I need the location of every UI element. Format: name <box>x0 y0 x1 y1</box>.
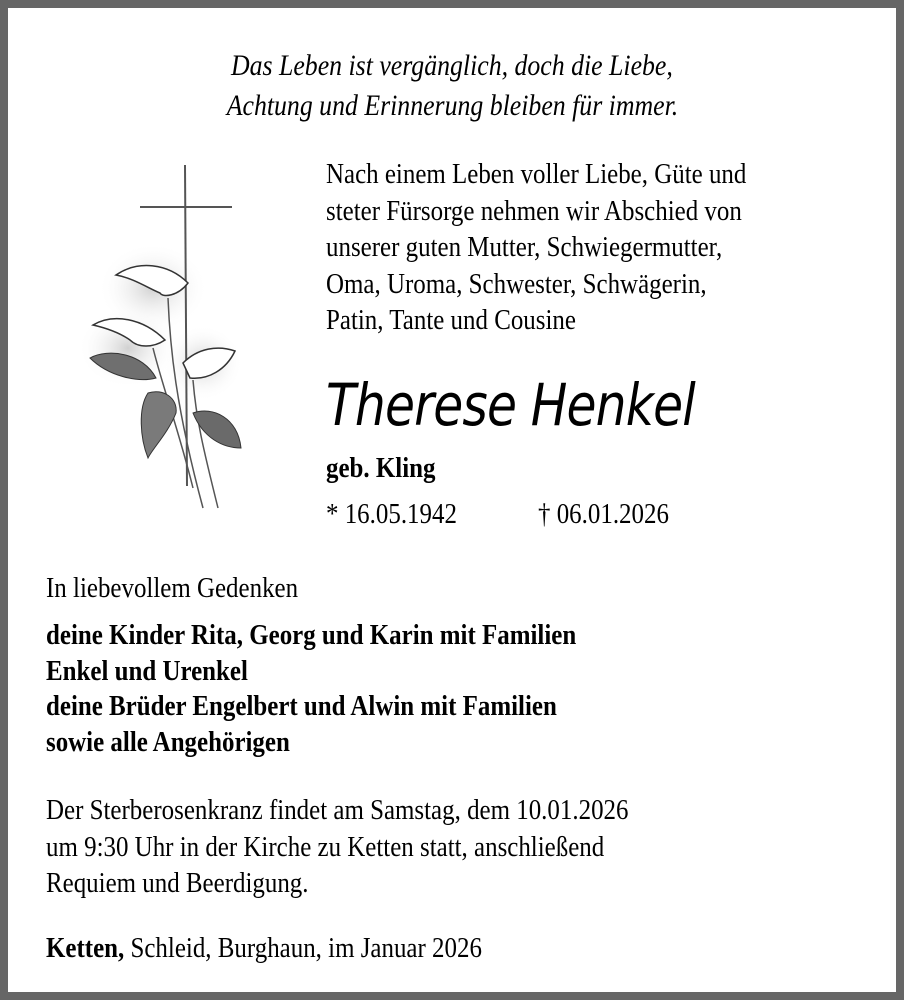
mourner-line: deine Kinder Rita, Georg und Karin mit Familien <box>46 619 577 651</box>
mourners-list <box>46 618 663 760</box>
service-line: Requiem und Beerdigung. <box>46 867 309 899</box>
maiden-name: geb. Kling <box>326 452 436 484</box>
closing-place: Ketten, <box>46 932 125 964</box>
service-line: um 9:30 Uhr in der Kirche zu Ketten statt, anschließend <box>46 830 605 863</box>
life-dates <box>326 496 669 532</box>
intro-line: Nach einem Leben voller Liebe, Güte und <box>326 158 747 190</box>
obituary-card <box>8 8 896 992</box>
mourner-line: sowie alle Angehörigen <box>46 725 290 758</box>
closing-rest: Schleid, Burghaun, im Januar 2026 <box>124 932 482 964</box>
mourner-line: deine Brüder Engelbert und Alwin mit Familien <box>46 690 557 722</box>
cross-with-calla-lilies-icon <box>68 148 328 548</box>
intro-line: Patin, Tante und Cousine <box>326 304 576 336</box>
mourner-line: Enkel und Urenkel <box>46 654 248 687</box>
motto-line: Das Leben ist vergänglich, doch die Liebe, <box>231 49 673 82</box>
service-line: Der Sterberosenkranz findet am Samstag, dem 10.01.2026 <box>46 794 629 826</box>
intro-line: Oma, Uroma, Schwester, Schwägerin, <box>326 267 707 300</box>
birth-date: * 16.05.1942 <box>326 498 457 530</box>
service-info <box>46 792 723 902</box>
motto-line: Achtung und Erinnerung bleiben für immer. <box>226 89 678 122</box>
closing-line <box>46 930 553 966</box>
intro-line: unserer guten Mutter, Schwiegermutter, <box>326 231 723 263</box>
deceased-name: Therese Henkel <box>326 371 695 439</box>
intro-line: steter Fürsorge nehmen wir Abschied von <box>326 194 742 227</box>
motto-quote <box>8 46 896 126</box>
death-date: † 06.01.2026 <box>538 498 669 530</box>
intro-text <box>326 156 815 339</box>
memory-heading: In liebevollem Gedenken <box>46 572 299 604</box>
